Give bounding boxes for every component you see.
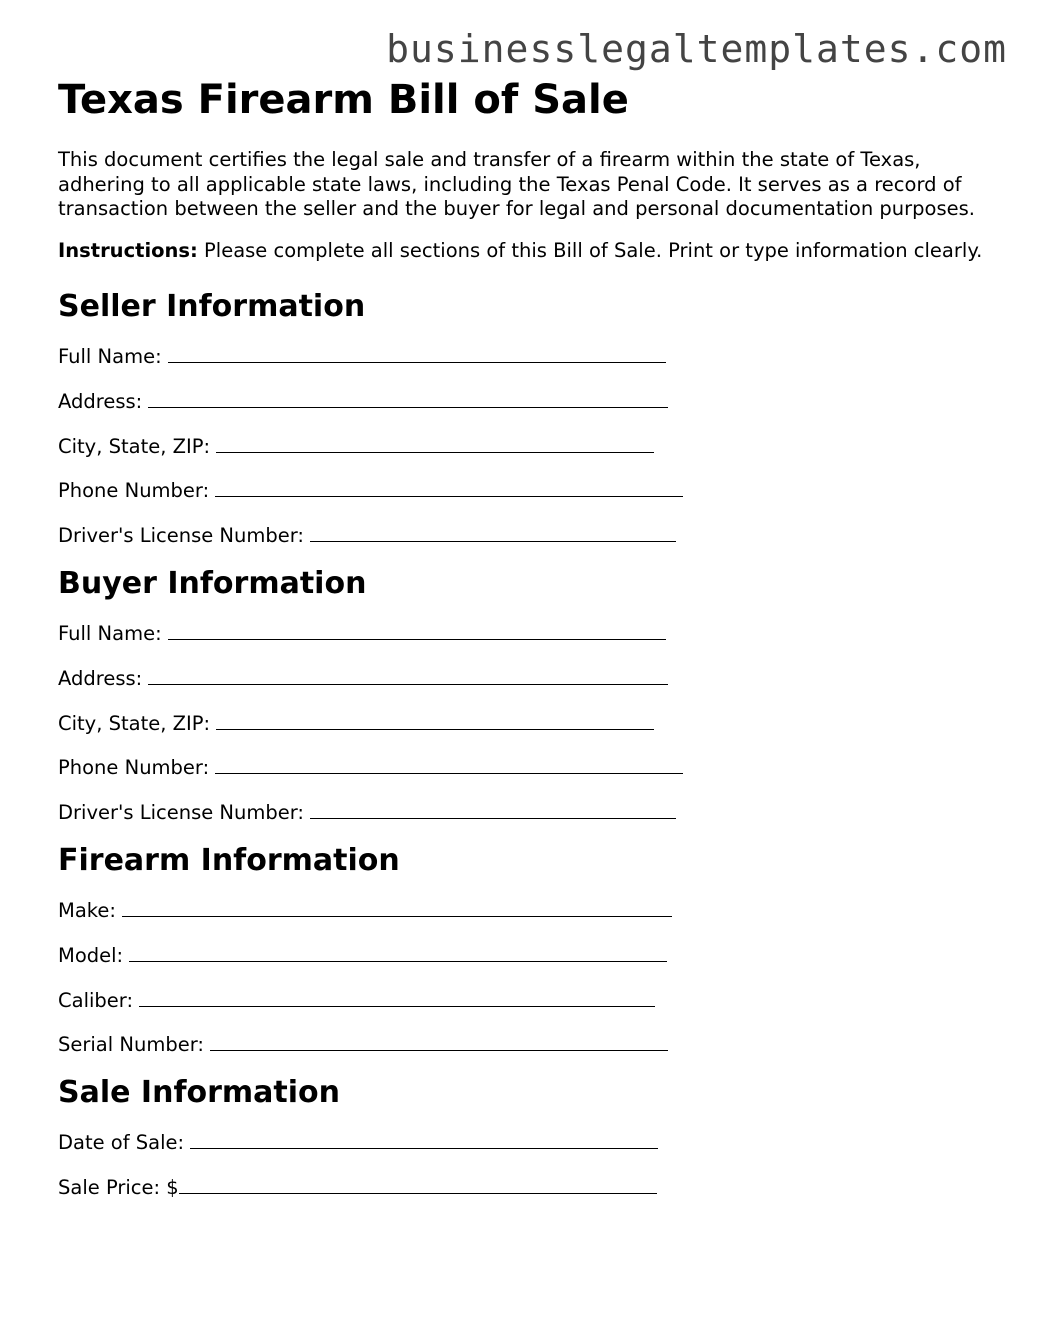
- buyer-full-name-field: [58, 619, 988, 643]
- instructions-paragraph: [58, 239, 988, 264]
- buyer-full-name-line[interactable]: [168, 619, 666, 640]
- seller-phone-field: [58, 476, 988, 503]
- buyer-city-state-zip-field: [58, 709, 988, 733]
- buyer-city-state-zip-label: City, State, ZIP:: [58, 711, 211, 735]
- buyer-license-label: Driver's License Number:: [58, 801, 304, 825]
- firearm-make-line[interactable]: [122, 896, 672, 917]
- buyer-phone-field: [58, 753, 988, 780]
- firearm-model-field: [58, 941, 988, 965]
- seller-full-name-label: Full Name:: [58, 345, 162, 368]
- buyer-phone-label: Phone Number:: [58, 756, 210, 780]
- buyer-address-line[interactable]: [148, 664, 668, 685]
- seller-phone-line[interactable]: [215, 476, 683, 497]
- intro-paragraph: This document certifies the legal sale and transfer of a firearm within the state of Texas, adhering to all applicable state laws, including the Texas Penal Code. It serves as a record of transaction between the seller and the buyer for legal and personal documentation purposes.: [58, 148, 975, 220]
- firearm-section: [58, 842, 988, 1057]
- sale-price-field: [58, 1173, 988, 1197]
- seller-license-field: [58, 521, 988, 548]
- seller-license-label: Driver's License Number:: [58, 524, 304, 548]
- buyer-section: [58, 565, 988, 825]
- seller-phone-label: Phone Number:: [58, 479, 210, 503]
- seller-license-line[interactable]: [310, 521, 676, 542]
- sale-price-line[interactable]: [179, 1173, 657, 1194]
- firearm-caliber-line[interactable]: [139, 986, 655, 1007]
- seller-city-state-zip-line[interactable]: [216, 432, 654, 453]
- sale-price-label: Sale Price: $: [58, 1175, 179, 1199]
- firearm-caliber-field: [58, 986, 988, 1010]
- seller-address-field: [58, 387, 988, 411]
- sale-date-field: [58, 1128, 988, 1155]
- sale-date-label: Date of Sale:: [58, 1131, 185, 1155]
- seller-full-name-line[interactable]: [168, 342, 666, 363]
- seller-city-state-zip-field: [58, 432, 988, 456]
- sale-section: [58, 1075, 988, 1197]
- firearm-serial-label: Serial Number:: [58, 1033, 204, 1057]
- buyer-city-state-zip-line[interactable]: [216, 709, 654, 730]
- instructions-label: Instructions:: [58, 238, 198, 262]
- seller-city-state-zip-label: City, State, ZIP:: [58, 434, 211, 458]
- instructions-text: Please complete all sections of this Bill of Sale. Print or type information clearly.: [197, 238, 983, 262]
- firearm-serial-line[interactable]: [210, 1030, 668, 1051]
- firearm-make-field: [58, 896, 988, 920]
- firearm-serial-field: [58, 1030, 988, 1057]
- buyer-full-name-label: Full Name:: [58, 621, 162, 645]
- watermark: businesslegaltemplates.com: [386, 27, 1007, 71]
- document-title: Texas Firearm Bill of Sale: [58, 77, 629, 123]
- firearm-heading: Firearm Information: [58, 842, 400, 878]
- seller-heading: Seller Information: [58, 289, 366, 324]
- firearm-make-label: Make:: [58, 898, 116, 922]
- seller-address-line[interactable]: [148, 387, 668, 408]
- buyer-license-field: [58, 798, 988, 825]
- buyer-heading: Buyer Information: [58, 565, 367, 601]
- buyer-address-field: [58, 664, 988, 688]
- buyer-license-line[interactable]: [310, 798, 676, 819]
- seller-section: [58, 289, 988, 548]
- document-page: [58, 76, 988, 1218]
- buyer-address-label: Address:: [58, 666, 143, 690]
- firearm-caliber-label: Caliber:: [58, 988, 134, 1012]
- firearm-model-line[interactable]: [129, 941, 667, 962]
- seller-address-label: Address:: [58, 389, 143, 413]
- sale-date-line[interactable]: [190, 1128, 658, 1149]
- seller-full-name-field: [58, 342, 988, 366]
- firearm-model-label: Model:: [58, 943, 124, 967]
- sale-heading: Sale Information: [58, 1075, 340, 1111]
- buyer-phone-line[interactable]: [215, 753, 683, 774]
